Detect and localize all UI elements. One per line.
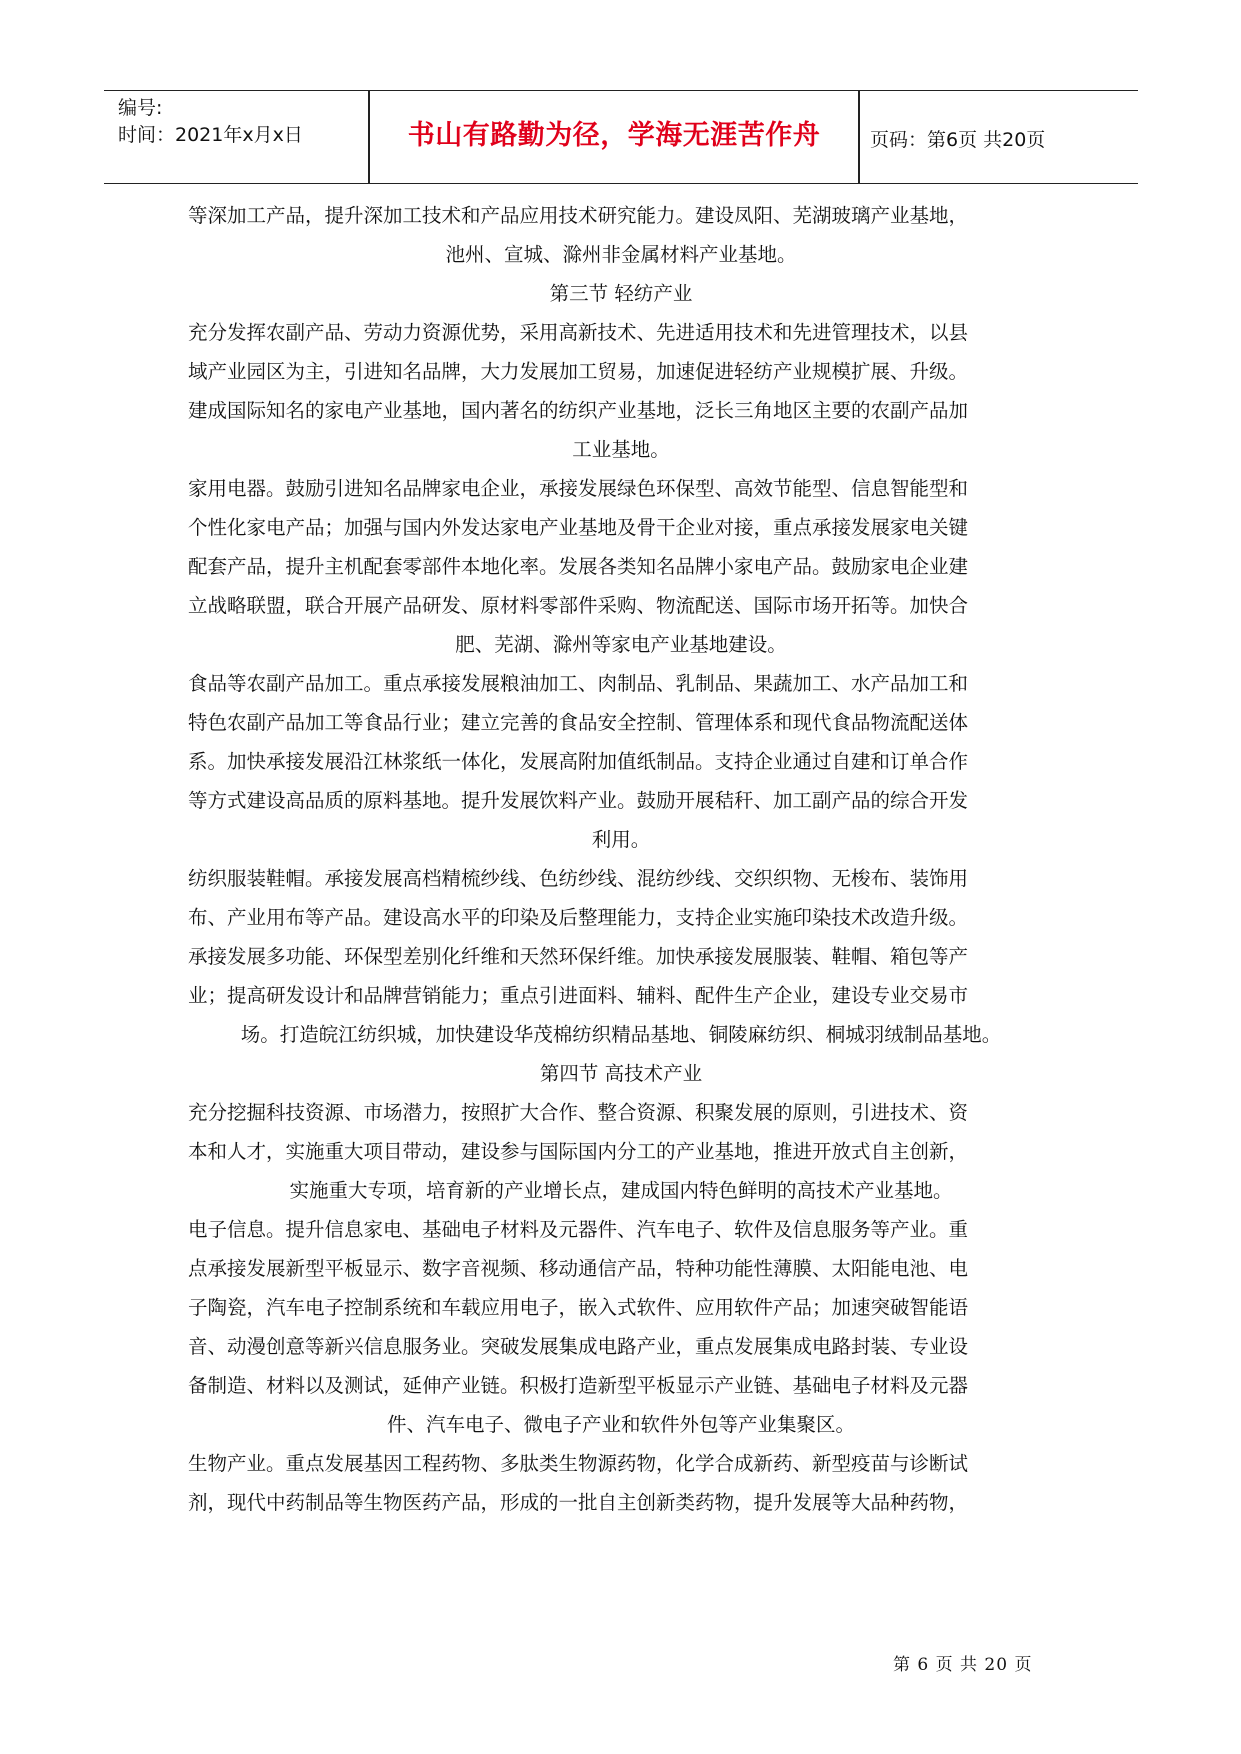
body-line-centered: 池州、宣城、滁州非金属材料产业基地。 <box>445 243 797 266</box>
body-line: 备制造、材料以及测试，延伸产业链。积极打造新型平板显示产业链、基础电子材料及元器 <box>188 1374 969 1397</box>
header-divider-right <box>858 91 860 183</box>
body-line: 食品等农副产品加工。重点承接发展粮油加工、肉制品、乳制品、果蔬加工、水产品加工和 <box>188 672 969 695</box>
body-line: 充分挖掘科技资源、市场潜力，按照扩大合作、整合资源、积聚发展的原则，引进技术、资 <box>188 1101 969 1124</box>
body-line-centered: 实施重大专项，培育新的产业增长点，建成国内特色鲜明的高技术产业基地。 <box>289 1179 953 1202</box>
body-line: 特色农副产品加工等食品行业；建立完善的食品安全控制、管理体系和现代食品物流配送体 <box>188 711 969 734</box>
body-line: 子陶瓷，汽车电子控制系统和车载应用电子，嵌入式软件、应用软件产品；加速突破智能语 <box>188 1296 969 1319</box>
body-line: 点承接发展新型平板显示、数字音视频、移动通信产品，特种功能性薄膜、太阳能电池、电 <box>188 1257 969 1280</box>
body-line: 配套产品，提升主机配套零部件本地化率。发展各类知名品牌小家电产品。鼓励家电企业建 <box>188 555 969 578</box>
header-meta <box>118 95 368 149</box>
body-line: 立战略联盟，联合开展产品研发、原材料零部件采购、物流配送、国际市场开拓等。加快合 <box>188 594 969 617</box>
body-line: 个性化家电产品；加强与国内外发达家电产业基地及骨干企业对接，重点承接发展家电关键 <box>188 516 969 539</box>
body-line-centered: 肥、芜湖、滁州等家电产业基地建设。 <box>455 633 787 656</box>
header-page-info: 页码：第6页 共20页 <box>870 129 1046 151</box>
number-label: 编号: <box>118 97 163 119</box>
body-line: 本和人才，实施重大项目带动，建设参与国际国内分工的产业基地，推进开放式自主创新， <box>188 1140 969 1163</box>
time-label: 时间：2021年x月x日 <box>118 124 303 146</box>
body-line: 建成国际知名的家电产业基地，国内著名的纺织产业基地，泛长三角地区主要的农副产品加 <box>188 399 969 422</box>
body-line-centered: 场。打造皖江纺织城，加快建设华茂棉纺织精品基地、铜陵麻纺织、桐城羽绒制品基地。 <box>240 1023 1002 1046</box>
body-line: 系。加快承接发展沿江林浆纸一体化，发展高附加值纸制品。支持企业通过自建和订单合作 <box>188 750 969 773</box>
body-line: 家用电器。鼓励引进知名品牌家电企业，承接发展绿色环保型、高效节能型、信息智能型和 <box>188 477 969 500</box>
body-line-centered: 第三节 轻纺产业 <box>549 282 693 305</box>
document-header <box>104 90 1138 184</box>
header-motto: 书山有路勤为径，学海无涯苦作舟 <box>407 120 821 151</box>
body-line: 等深加工产品，提升深加工技术和产品应用技术研究能力。建设凤阳、芜湖玻璃产业基地， <box>188 204 969 227</box>
body-line: 业；提高研发设计和品牌营销能力；重点引进面料、辅料、配件生产企业，建设专业交易市 <box>188 984 969 1007</box>
body-line: 承接发展多功能、环保型差别化纤维和天然环保纤维。加快承接发展服装、鞋帽、箱包等产 <box>188 945 969 968</box>
body-line-centered: 第四节 高技术产业 <box>539 1062 703 1085</box>
body-line: 等方式建设高品质的原料基地。提升发展饮料产业。鼓励开展秸秆、加工副产品的综合开发 <box>188 789 969 812</box>
body-line-centered: 工业基地。 <box>572 438 670 461</box>
body-line-centered: 件、汽车电子、微电子产业和软件外包等产业集聚区。 <box>386 1413 855 1436</box>
document-body <box>188 196 1054 1522</box>
body-line-centered: 利用。 <box>591 828 651 851</box>
body-line: 电子信息。提升信息家电、基础电子材料及元器件、汽车电子、软件及信息服务等产业。重 <box>188 1218 969 1241</box>
body-line: 剂，现代中药制品等生物医药产品，形成的一批自主创新类药物，提升发展等大品种药物， <box>188 1491 969 1514</box>
page-footer: 第 6 页 共 20 页 <box>893 1655 1033 1675</box>
body-line: 纺织服装鞋帽。承接发展高档精梳纱线、色纺纱线、混纺纱线、交织织物、无梭布、装饰用 <box>188 867 969 890</box>
body-line: 音、动漫创意等新兴信息服务业。突破发展集成电路产业，重点发展集成电路封装、专业设 <box>188 1335 969 1358</box>
body-line: 充分发挥农副产品、劳动力资源优势，采用高新技术、先进适用技术和先进管理技术，以县 <box>188 321 969 344</box>
body-line: 域产业园区为主，引进知名品牌，大力发展加工贸易，加速促进轻纺产业规模扩展、升级。 <box>188 360 969 383</box>
body-line: 布、产业用布等产品。建设高水平的印染及后整理能力，支持企业实施印染技术改造升级。 <box>188 906 969 929</box>
body-line: 生物产业。重点发展基因工程药物、多肽类生物源药物，化学合成新药、新型疫苗与诊断试 <box>188 1452 969 1475</box>
